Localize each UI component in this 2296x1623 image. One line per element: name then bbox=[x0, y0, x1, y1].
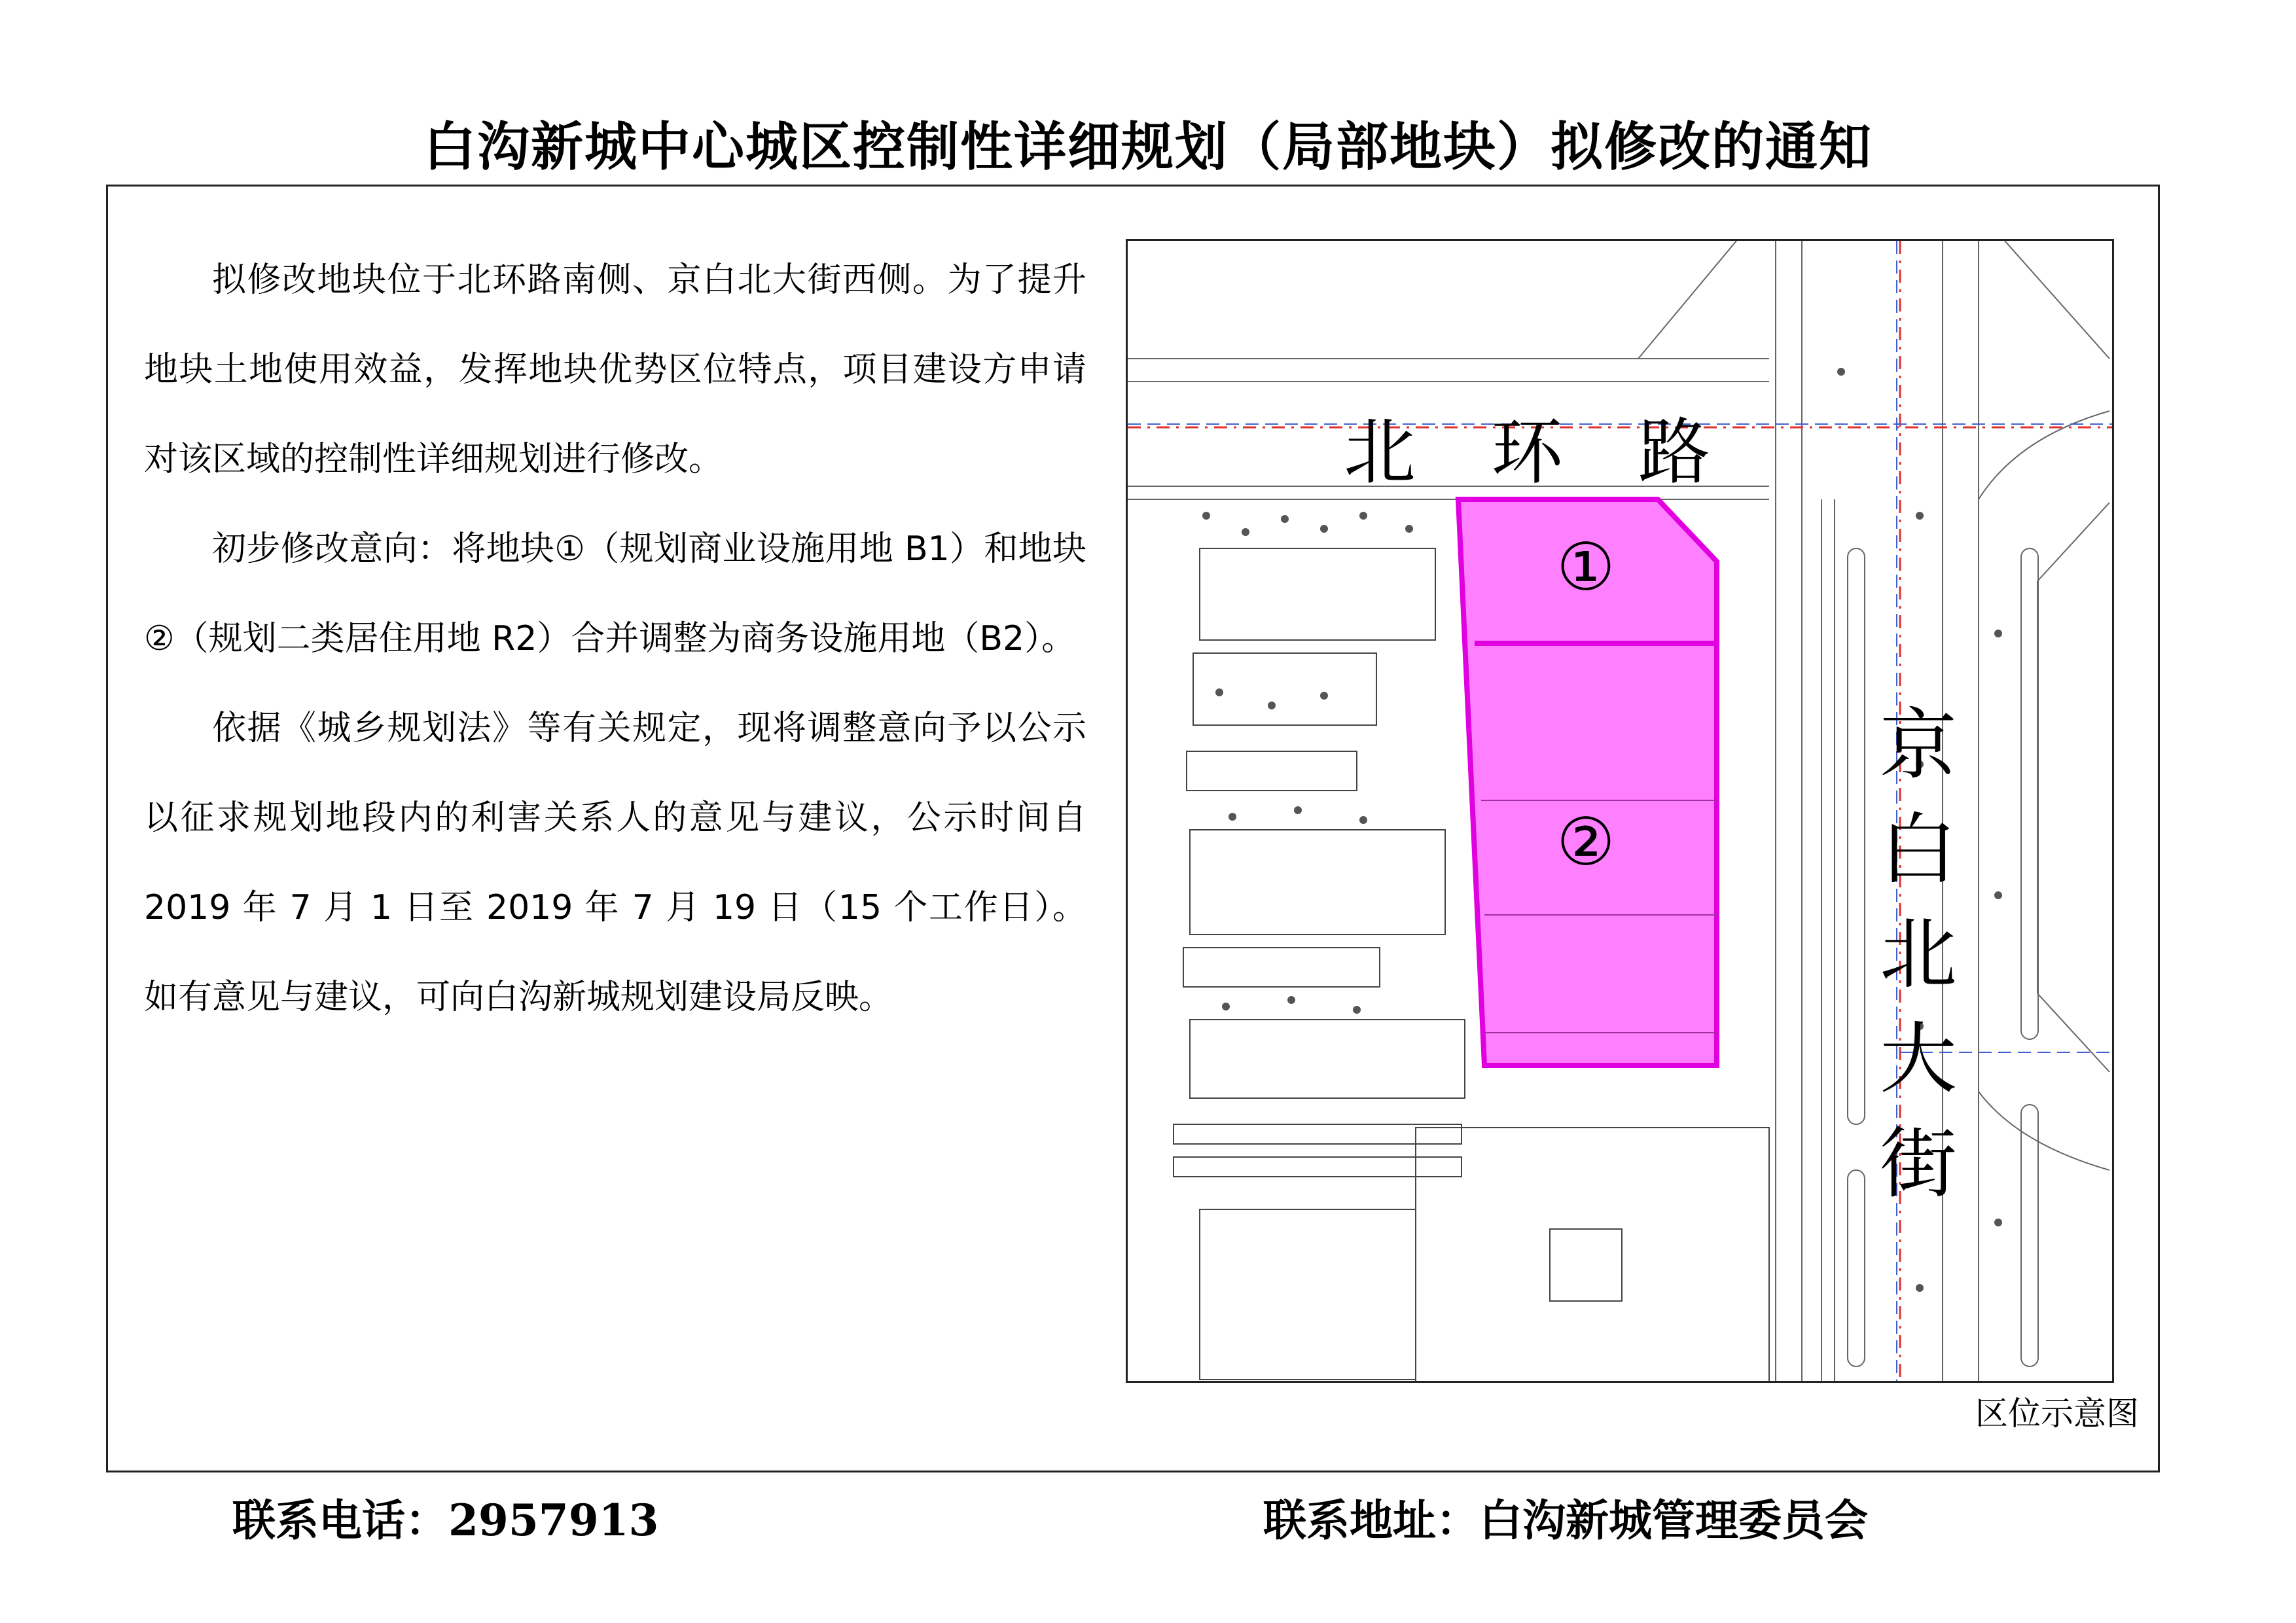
contact-phone: 联系电话：2957913 bbox=[232, 1495, 659, 1546]
road-label-char: 北 bbox=[1879, 909, 1957, 999]
road-label-char: 白 bbox=[1879, 804, 1957, 895]
map-caption: 区位示意图 bbox=[1975, 1395, 2139, 1433]
road-label-char: 大 bbox=[1879, 1014, 1957, 1104]
location-map bbox=[1126, 239, 2114, 1383]
notice-title: 白沟新城中心城区控制性详细规划（局部地块）拟修改的通知 bbox=[423, 116, 1873, 177]
road-label-char: 街 bbox=[1879, 1118, 1957, 1209]
road-label-north: 北 环 路 bbox=[1344, 410, 1736, 494]
paragraph-location: 拟修改地块位于北环路南侧、京白北大街西侧。为了提升地块土地使用效益，发挥地块优势区位特点，项目建设方申请对该区域的控制性详细规划进行修改。 bbox=[144, 260, 1086, 479]
road-label-char: 京 bbox=[1879, 700, 1957, 790]
plot-2-label: ② bbox=[1556, 804, 1615, 880]
contact-address: 联系地址：白沟新城管理委员会 bbox=[1263, 1495, 1868, 1546]
paragraph-intent: 初步修改意向：将地块①（规划商业设施用地 B1）和地块②（规划二类居住用地 R2）合并调整为商务设施用地（B2）。 bbox=[144, 529, 1086, 658]
road-label-east bbox=[1873, 692, 1964, 1216]
paragraph-basis: 依据《城乡规划法》等有关规定，现将调整意向予以公示以征求规划地段内的利害关系人的意见与建议，公示时间自 2019 年 7 月 1 日至 2019 年 7 月 19 日（15 个工作日）。如有意见与建议，可向白沟新城规划建设局反映。 bbox=[144, 709, 1086, 1017]
plot-1-label: ① bbox=[1556, 529, 1615, 605]
notice-body bbox=[144, 236, 1086, 1043]
